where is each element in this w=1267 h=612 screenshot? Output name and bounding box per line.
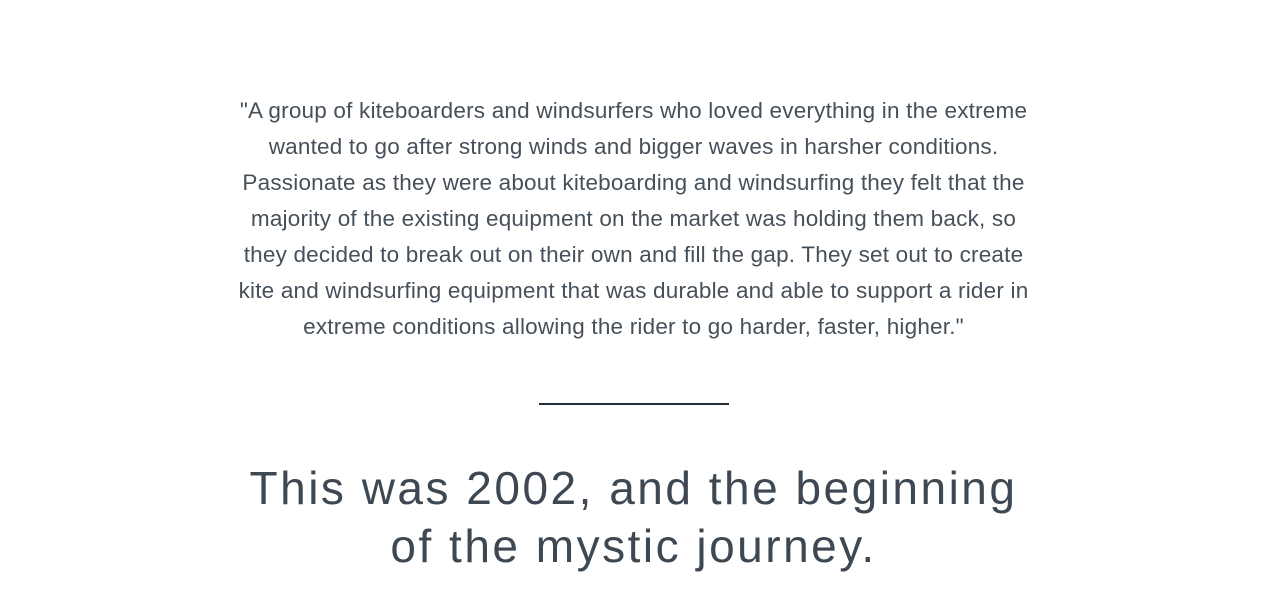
heading-line: This was 2002, and the beginning [249, 462, 1018, 514]
quote-line: majority of the existing equipment on the market was holding them back, so [250, 206, 1017, 231]
quote-line: kite and windsurfing equipment that was durable and able to support a rider in [238, 278, 1029, 303]
quote-line: wanted to go after strong winds and bigger waves in harsher conditions. [268, 134, 999, 159]
heading-line: of the mystic journey. [390, 520, 877, 572]
quote-line: they decided to break out on their own and fill the gap. They set out to create [243, 242, 1024, 267]
section-heading [0, 459, 1267, 575]
section-divider [539, 403, 729, 405]
quote-line: extreme conditions allowing the rider to go harder, faster, higher." [303, 314, 964, 339]
brand-quote [164, 0, 1104, 345]
quote-line: "A group of kiteboarders and windsurfers who loved everything in the extreme [239, 98, 1028, 123]
quote-line: Passionate as they were about kiteboarding and windsurfing they felt that the [242, 170, 1025, 195]
